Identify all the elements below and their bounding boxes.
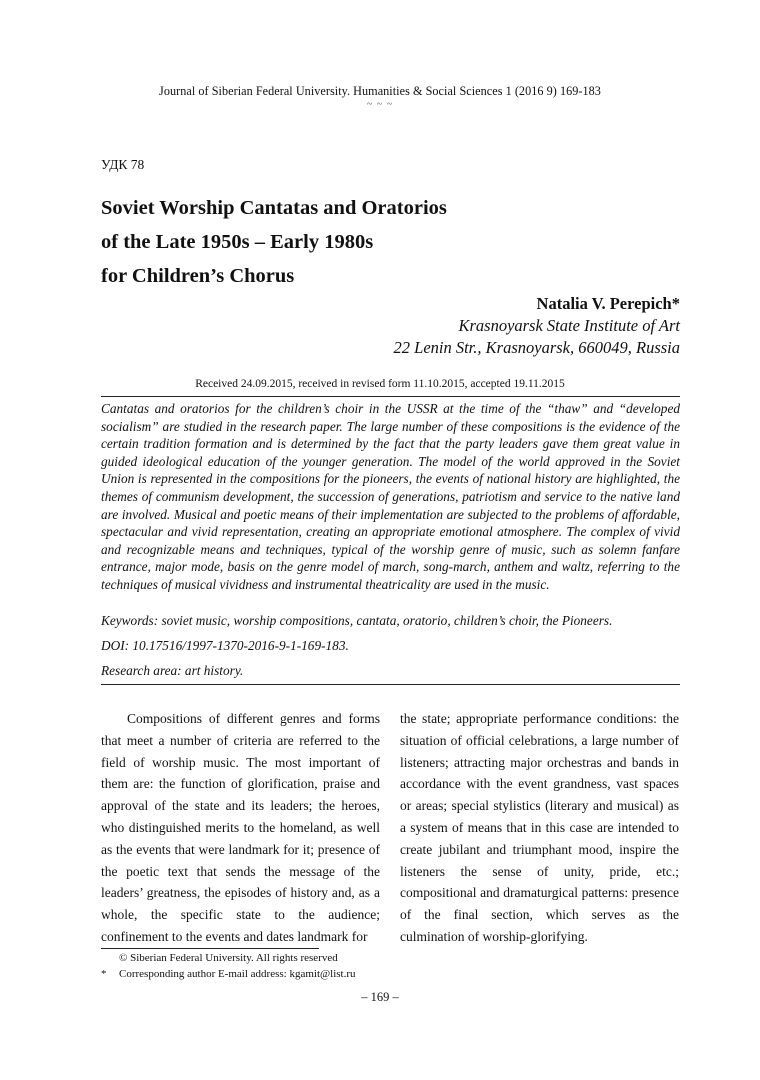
footnote-corresponding — [101, 968, 356, 980]
udk-code: УДК 78 — [101, 157, 145, 172]
journal-header: Journal of Siberian Federal University. Humanities & Social Sciences 1 (2016 9) 169-183 — [159, 84, 601, 98]
author-institution: Krasnoyarsk State Institute of Art — [458, 316, 680, 335]
body-left-column — [101, 708, 380, 948]
abstract-bottom-rule — [101, 684, 680, 685]
received-dates: Received 24.09.2015, received in revised form 11.10.2015, accepted 19.11.2015 — [195, 378, 565, 390]
author-address: 22 Lenin Str., Krasnoyarsk, 660049, Russia — [393, 338, 680, 357]
footnote-mark: * — [101, 968, 107, 980]
page-number: – 169 – — [361, 990, 399, 1004]
body-paragraph: Compositions of different genres and forms that meet a number of criteria are referred to the field of worship music. The most important of them are: the function of glorification, praise and approval of the state and its leaders; the heroes, who distinguished merits to the homeland, as well as the events that were landmark for it; presence of the poetic text that sends the message of the leaders’ greatness, the episodes of history and, as a whole, the specific state to the audience; confinement to the events and dates landmark for — [101, 711, 380, 944]
header-ornament: ~ ~ ~ — [366, 99, 394, 110]
abstract-top-rule — [101, 396, 680, 397]
corresponding-text: Corresponding author E-mail address: kgamit@list.ru — [119, 968, 356, 980]
footnote-copyright — [101, 952, 338, 964]
keywords: Keywords: soviet music, worship compositions, cantata, oratorio, children’s choir, the Pioneers. — [101, 613, 613, 628]
title-line: of the Late 1950s – Early 1980s — [101, 231, 374, 253]
title-line: Soviet Worship Cantatas and Oratorios — [101, 197, 447, 219]
author-name: Natalia V. Perepich* — [536, 294, 680, 313]
title-line: for Children’s Chorus — [101, 265, 295, 287]
body-right-column — [400, 708, 679, 948]
author-block — [394, 293, 680, 359]
research-area: Research area: art history. — [101, 663, 244, 678]
footnote-rule — [101, 948, 319, 949]
abstract: Cantatas and oratorios for the children’s choir in the USSR at the time of the “thaw” and “developed socialism” are studied in the research paper. The large number of these compositions is the evidence of the certain tradition formation and is determined by the fact that the party leaders gave them great value in guided ideological education of the younger generation. The model of the world approved in the Soviet Union is represented in the compositions for the pioneers, the events of national history are highlighted, the themes of communism development, the succession of generations, patriotism and service to the native land are involved. Musical and poetic means of their implementation are subjected to the problems of affordable, spectacular and vivid representation, creating an appropriate emotional atmosphere. The complex of vivid and recognizable means and techniques, typical of the worship genre of music, such as solemn fanfare entrance, major mode, basis on the genre model of march, song-march, anthem and waltz, referring to the techniques of musical vividness and instrumental theatricality are used in the music. — [101, 401, 680, 592]
doi: DOI: 10.17516/1997-1370-2016-9-1-169-183. — [101, 638, 349, 653]
paper-title — [101, 191, 521, 293]
body-paragraph: the state; appropriate performance conditions: the situation of official celebrations, a large number of listeners; attracting major orchestras and bands in accordance with the event grandness, vast spaces or areas; special stylistics (literary and musical) as a system of means that in this case are intended to create jubilant and triumphant mood, inspire the listeners the sense of unity, pride, etc.; compositional and dramaturgical patterns: presence of the final section, which serves as the culmination of worship-glorifying. — [400, 711, 679, 944]
copyright-text: © Siberian Federal University. All rights reserved — [119, 952, 338, 964]
